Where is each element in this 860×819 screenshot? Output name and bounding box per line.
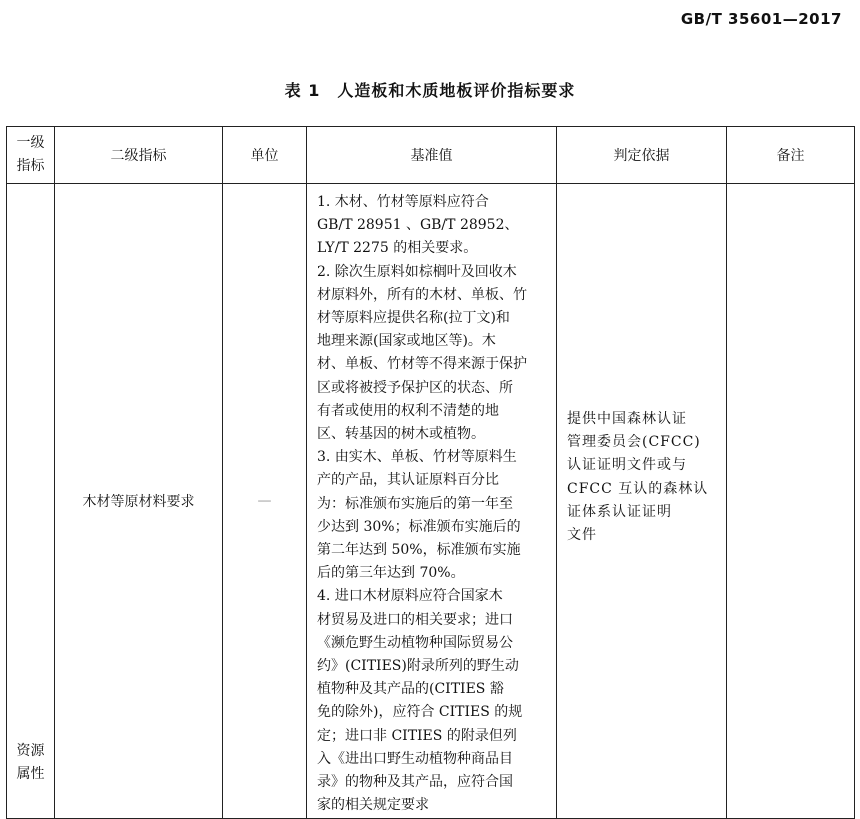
cell-remarks [727,184,855,819]
table-header-row [7,127,855,184]
header-unit: 单位 [223,127,307,184]
header-remarks: 备注 [727,127,855,184]
cell-basis: 提供中国森林认证 管理委员会(CFCC) 认证证明文件或与 CFCC 互认的森林认 证体系认证证明 文件 [557,184,727,819]
evaluation-index-table [6,126,855,819]
header-level1: 一级 指标 [7,127,55,184]
cell-unit: — [223,184,307,819]
cell-criteria: 1. 木材、竹材等原料应符合 GB/T 28951 、GB/T 28952、 LY/T 2275 的相关要求。 2. 除次生原料如棕榈叶及回收木 材原料外，所有的木材、单板、竹 材等原料应提供名称(拉丁文)和 地理来源(国家或地区等)。木 材、单板、竹材等不得来源于保护 区或将被授予保护区的状态、所 有者或使用的权利不清楚的地 区、转基因的树木或植物。 3. 由实木、单板、竹材等原料生 产的产品，其认证原料百分比 为：标准颁布实施后的第一年至 少达到 30%；标准颁布实施后的 第二年达到 50%，标准颁布实施 后的第三年达到 70%。 4. 进口木材原料应符合国家木 材贸易及进口的相关要求；进口 《濒危野生动植物种国际贸易公 约》(CITIES)附录所列的野生动 植物种及其产品的(CITIES 豁 免的除外)，应符合 CITIES 的规 定；进口非 CITIES 的附录但列 入《进出口野生动植物种商品目 录》的物种及其产品，应符合国 家的相关规定要求 [307,184,557,819]
table-title: 表 1 人造板和木质地板评价指标要求 [284,81,576,100]
table-row [7,184,855,819]
standard-code: GB/T 35601—2017 [680,10,842,28]
cell-level2: 木材等原材料要求 [55,184,223,819]
header-level2: 二级指标 [55,127,223,184]
header-basis: 判定依据 [557,127,727,184]
header-criteria: 基准值 [307,127,557,184]
cell-level1: 资源 属性 [7,184,55,819]
